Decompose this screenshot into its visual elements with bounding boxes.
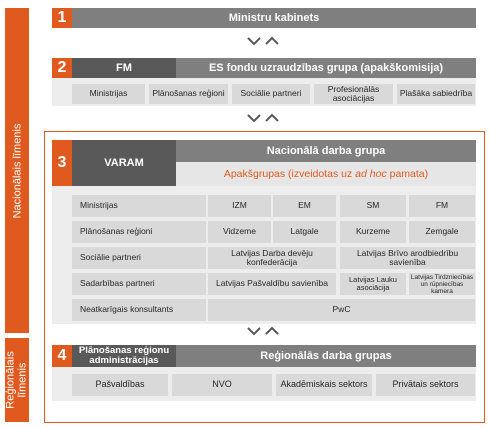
row-ministries-cell-2: EM bbox=[273, 195, 336, 217]
regional-level-text: Reģionālais līmenis bbox=[5, 351, 30, 409]
level-2-member-2: Plānošanas reģioni bbox=[149, 84, 228, 104]
level-4-member-4: Privātais sektors bbox=[376, 374, 475, 396]
national-level-text: Nacionālais līmenis bbox=[11, 123, 24, 218]
level-2-number: 2 bbox=[52, 58, 72, 78]
level-2-member-3: Sociālie partneri bbox=[232, 84, 310, 104]
level-4-left: Plānošanas reģionu administrācijas bbox=[72, 345, 176, 367]
level-3-subtitle-end: pamata) bbox=[386, 168, 429, 180]
row-ministries-cell-4: FM bbox=[409, 195, 475, 217]
row-regions-label: Plānošanas reģioni bbox=[72, 221, 206, 243]
row-ministries-cell-1: IZM bbox=[208, 195, 271, 217]
row-regions-cell-1: Vidzeme bbox=[208, 221, 271, 243]
row-consultant-label: Neatkarīgais konsultants bbox=[72, 299, 206, 321]
level-2-left: FM bbox=[72, 58, 176, 78]
connector-2-icon bbox=[246, 113, 280, 123]
level-3-subtitle-start: Apakšgrupas (izveidotas uz bbox=[223, 168, 356, 180]
level-2-member-4: Profesionālās asociācijas bbox=[314, 84, 393, 104]
row-social-partners-cell-1: Latvijas Darba devēju konfederācija bbox=[208, 247, 336, 269]
row-regions-cell-3: Kurzeme bbox=[340, 221, 406, 243]
level-3-number: 3 bbox=[52, 140, 72, 186]
row-social-partners-cell-2: Latvijas Brīvo arodbiedrību savienība bbox=[340, 247, 475, 269]
row-social-partners-label: Sociālie partneri bbox=[72, 247, 206, 269]
regional-level-label bbox=[5, 338, 29, 422]
connector-1-icon bbox=[246, 36, 280, 46]
level-4-number: 4 bbox=[52, 345, 72, 367]
level-3-title: Nacionālā darba grupa bbox=[176, 140, 476, 162]
row-cooperation-partners-label: Sadarbības partneri bbox=[72, 273, 206, 295]
row-regions-cell-2: Latgale bbox=[273, 221, 336, 243]
level-4-title: Reģionālās darba grupas bbox=[176, 345, 476, 367]
level-1-number: 1 bbox=[52, 8, 72, 28]
row-cooperation-partners-cell-3: Latvijas Tirdzniecības un rūpniecības kamera bbox=[410, 273, 474, 295]
level-2-member-5: Plašāka sabiedrība bbox=[397, 84, 475, 104]
level-1-title: Ministru kabinets bbox=[72, 8, 476, 28]
level-3-subtitle-italic: ad hoc bbox=[355, 168, 387, 180]
row-cooperation-partners-cell-2: Latvijas Lauku asociācija bbox=[340, 273, 406, 295]
level-4-member-2: NVO bbox=[172, 374, 272, 396]
row-regions-cell-4: Zemgale bbox=[409, 221, 475, 243]
row-cooperation-partners-cell-1: Latvijas Pašvaldību savienība bbox=[208, 273, 336, 295]
row-consultant-cell-1: PwC bbox=[208, 299, 475, 321]
connector-3-icon bbox=[246, 326, 280, 336]
level-4-member-3: Akadēmiskais sektors bbox=[276, 374, 372, 396]
level-3-subtitle bbox=[176, 162, 476, 186]
level-2-member-1: Ministrijas bbox=[72, 84, 145, 104]
level-3-left: VARAM bbox=[72, 140, 176, 186]
row-ministries-label: Ministrijas bbox=[72, 195, 206, 217]
national-level-label bbox=[5, 8, 29, 333]
level-4-member-1: Pašvaldības bbox=[72, 374, 168, 396]
row-ministries-cell-3: SM bbox=[340, 195, 406, 217]
level-2-title: ES fondu uzraudzības grupa (apakškomisija) bbox=[176, 58, 476, 78]
